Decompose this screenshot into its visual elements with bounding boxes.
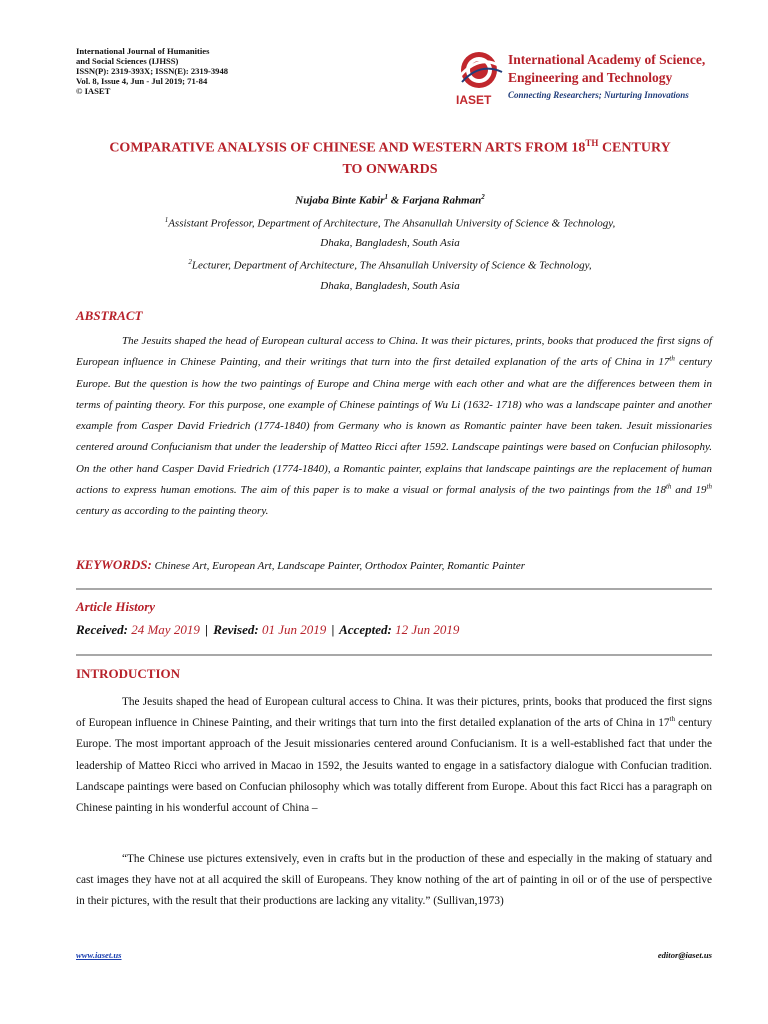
journal-info [76,46,228,96]
publisher-logo [452,46,742,108]
author-2: Farjana Rahman [402,194,482,207]
introduction-quote: “The Chinese use pictures extensively, even in crafts but in the production of these and especially in the making of statuary and cast images they have not at all acquired the skill of Europeans. They know nothing of the art of painting in oil or of the use of perspective in their pictures, with the result that their productions are lacking any vitality.” (Sullivan,1973) [76,853,712,908]
affiliation-1-line2: Dhaka, Bangladesh, South Asia [320,237,460,249]
divider [76,654,712,656]
author-1: Nujaba Binte Kabir [295,194,385,207]
keywords-label: KEYWORDS: [76,557,152,572]
journal-volume: Vol. 8, Issue 4, Jun - Jul 2019; 71-84 [76,76,208,86]
revised-date: 01 Jun 2019 [261,622,327,637]
affiliation-2-line2: Dhaka, Bangladesh, South Asia [320,280,460,292]
logo-acronym: IASET [456,93,492,107]
keywords-text: Chinese Art, European Art, Landscape Painter, Orthodox Painter, Romantic Painter [151,560,526,572]
journal-name-line2: and Social Sciences (IJHSS) [76,56,179,66]
accepted-date: 12 Jun 2019 [395,622,460,637]
article-history-heading: Article History [76,599,156,614]
keywords [76,556,525,574]
affiliation-1-line1: $^1$Assistant Professor, Department of Architecture, The Ahsanullah University of Science & Technology, [164,216,616,230]
article-dates: Received: 24 May 2019 | Revised: 01 Jun 2019 | Accepted: 12 Jun 2019 [76,622,460,637]
footer-website-link[interactable]: www.iaset.us [76,950,122,960]
authors: Nujaba Binte Kabir$^1$ & Farjana Rahman$^2$ [295,193,485,207]
paper-title-line1: COMPARATIVE ANALYSIS OF CHINESE AND WESTERN ARTS FROM 18TH CENTURY [109,138,671,156]
iaset-emblem-icon [452,46,510,108]
divider [76,588,712,590]
abstract-heading: ABSTRACT [76,308,143,323]
journal-name-line1: International Journal of Humanities [76,46,210,56]
footer-email: editor@iaset.us [657,950,712,960]
publisher-name-line2: Engineering and Technology [508,70,673,85]
abstract-body: The Jesuits shaped the head of European cultural access to China. It was their pictures, prints, books that produced the first signs of European influence in Chinese Painting, and their writings that turn into the first detailed explanation of the arts of China in 17th century Europe. But the question is how the two paintings of Europe and China merge with each other and what are the differences between them in terms of painting theory. For this purpose, one example of Chinese paintings of Wu Li (1632- 1718) who was a landscape painter and another example from Casper David Friedrich (1774-1840) from Germany who is known as Romantic painter have been taken. Jesuit missionaries centered around Confucianism that under the leadership of Matteo Ricci after 1592. Landscape paintings were based on Confucian philosophy. On the other hand Casper David Friedrich (1774-1840), a Romantic painter, explains that landscape paintings are the replacement of human actions to express human emotions. The aim of this paper is to make a visual or formal analysis of the two paintings from the 18th and 19th century as according to the painting theory. [76,335,713,518]
publisher-tagline: Connecting Researchers; Nurturing Innovations [508,90,689,100]
publisher-name-line1: International Academy of Science, [508,52,706,67]
introduction-heading: INTRODUCTION [76,666,181,681]
paper-title-line2: TO ONWARDS [342,162,438,177]
journal-copyright: © IASET [76,86,111,96]
journal-issn: ISSN(P): 2319-393X; ISSN(E): 2319-3948 [76,66,229,76]
received-date: 24 May 2019 [131,622,200,637]
introduction-paragraph-1: The Jesuits shaped the head of European cultural access to China. It was their pictures, prints, books that produced the first signs of European influence in Chinese Painting, and their writings that turn into the first detailed explanation of the arts of China in 17th century Europe. The most important approach of the Jesuit missionaries centered around Confucianism. It is a well-established fact that under the leadership of Matteo Ricci who arrived in Macao in 1592, the Jesuits wanted to engage in a satisfactory dialogue with Confucian tradition. Landscape paintings were based on Confucian philosophy which was totally different from Europe. About this fact Ricci has a paragraph on Chinese painting in his wonderful account of China – [76,696,713,815]
affiliation-2-line1: $^2$Lecturer, Department of Architecture, The Ahsanullah University of Science & Technology, [188,258,592,272]
